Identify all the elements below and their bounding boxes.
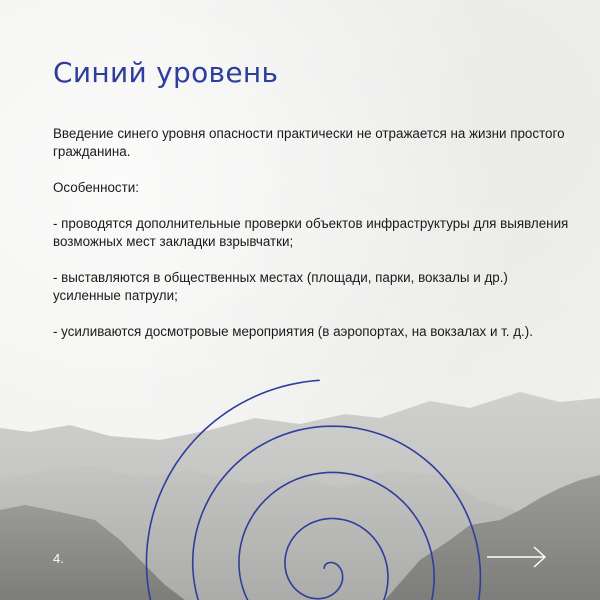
list-item: - выставляются в общественных местах (площади, парки, вокзалы и др.) усиленные патрули;: [53, 270, 508, 303]
page-title: Синий уровень: [53, 56, 279, 89]
list-item: - проводятся дополнительные проверки объектов инфраструктуры для выявления возможных мест закладки взрывчатки;: [53, 216, 569, 249]
features-heading: Особенности:: [53, 180, 139, 195]
page-number: 4.: [53, 551, 64, 566]
list-item: - усиливаются досмотровые мероприятия (в аэропортах, на вокзалах и т. д.).: [53, 324, 533, 339]
intro-text: Введение синего уровня опасности практически не отражается на жизни простого гражданина.: [53, 126, 565, 159]
content-block: [53, 125, 573, 359]
arrow-right-icon[interactable]: [486, 545, 548, 569]
